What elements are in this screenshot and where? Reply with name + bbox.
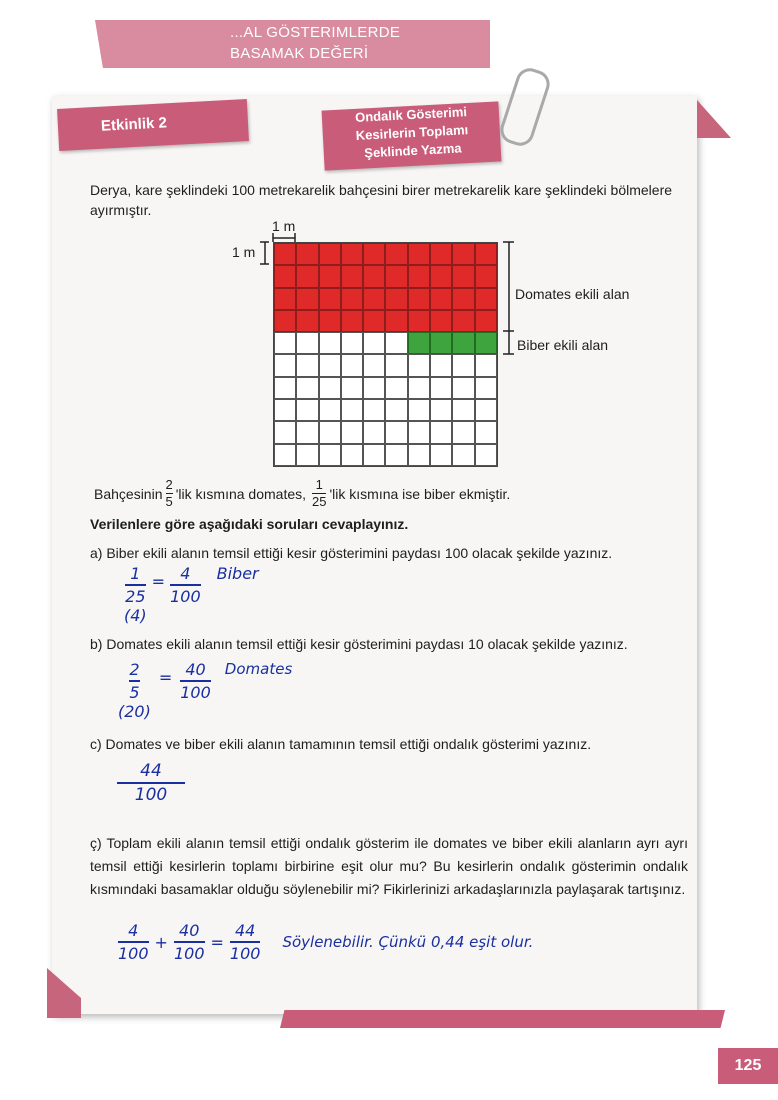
pepper-cell — [408, 332, 430, 354]
bottom-strip — [280, 1010, 725, 1028]
tomato-cell — [341, 265, 363, 287]
empty-cell — [430, 354, 452, 376]
empty-cell — [341, 399, 363, 421]
handwritten-multiplier: (4) — [124, 606, 147, 625]
empty-cell — [385, 399, 407, 421]
statement-text: Bahçesinin — [94, 485, 163, 502]
empty-cell — [385, 421, 407, 443]
tomato-cell — [475, 265, 497, 287]
empty-cell — [385, 444, 407, 466]
handwritten-equals: = — [210, 932, 224, 952]
empty-cell — [274, 377, 296, 399]
tomato-cell — [363, 310, 385, 332]
tomato-cell — [363, 243, 385, 265]
empty-cell — [274, 354, 296, 376]
question-cc: ç) Toplam ekili alanın temsil ettiği ondalık gösterim ile domates ve biber ekili alanların ayrı ayrı temsil ettiği kesirlerin toplamı birbirine eşit olur mu? Bu kesirlerin ondalık gösterimin ondalık kısmındaki basamaklar olduğu söylenebilir mi? Fikirlerinizi arkadaşlarınızla paylaşarak tartışınız. — [90, 835, 688, 897]
handwritten-number: 44 — [235, 921, 256, 940]
tomato-cell — [452, 288, 474, 310]
empty-cell — [452, 399, 474, 421]
chapter-title-line2: BASAMAK DEĞERİ — [230, 45, 369, 62]
handwritten-number: 100 — [173, 944, 205, 963]
handwritten-number: 100 — [134, 785, 168, 805]
empty-cell — [341, 377, 363, 399]
empty-cell — [363, 421, 385, 443]
handwritten-number: 4 — [128, 921, 139, 940]
statement-text: 'lik kısmına ise biber ekmiştir. — [329, 485, 511, 502]
empty-cell — [319, 354, 341, 376]
handwritten-plus: + — [154, 932, 168, 952]
empty-cell — [274, 444, 296, 466]
handwritten-number: 5 — [129, 683, 140, 702]
tomato-cell — [296, 243, 318, 265]
handwritten-number: 100 — [229, 944, 261, 963]
empty-cell — [452, 377, 474, 399]
tomato-cell — [475, 310, 497, 332]
tomato-cell — [430, 310, 452, 332]
empty-cell — [408, 399, 430, 421]
tomato-cell — [296, 310, 318, 332]
empty-cell — [408, 444, 430, 466]
tomato-cell — [452, 310, 474, 332]
pepper-fraction — [312, 478, 326, 509]
activity-title-line: Kesirlerin Toplamı — [355, 122, 469, 143]
left-dimension-marker — [260, 241, 270, 267]
handwritten-word: Biber — [216, 564, 259, 583]
tomato-cell — [319, 243, 341, 265]
handwritten-number: 44 — [140, 761, 162, 781]
tomato-cell — [385, 265, 407, 287]
empty-cell — [274, 399, 296, 421]
handwritten-comment: Söylenebilir. Çünkü 0,44 eşit olur. — [282, 933, 534, 951]
empty-cell — [452, 421, 474, 443]
empty-cell — [296, 444, 318, 466]
tomato-cell — [452, 243, 474, 265]
empty-cell — [319, 399, 341, 421]
handwritten-word: Domates — [224, 660, 293, 678]
answer-cc — [118, 921, 533, 963]
tomato-cell — [430, 288, 452, 310]
garden-grid — [273, 242, 498, 467]
chapter-title — [230, 22, 400, 64]
empty-cell — [319, 332, 341, 354]
range-brackets — [503, 241, 515, 357]
handwritten-multiplier: (20) — [118, 702, 151, 721]
tomato-cell — [408, 243, 430, 265]
activity-title-line: Ondalık Gösterimi — [354, 104, 468, 125]
empty-cell — [430, 444, 452, 466]
tomato-cell — [430, 265, 452, 287]
question-a: a) Biber ekili alanın temsil ettiği kesir gösterimini paydası 100 olacak şekilde yazınız. — [90, 545, 613, 561]
empty-cell — [363, 332, 385, 354]
tomato-cell — [363, 265, 385, 287]
empty-cell — [319, 421, 341, 443]
fraction-denominator: 25 — [312, 494, 327, 509]
tomato-fraction — [166, 478, 173, 509]
fraction-numerator: 1 — [315, 477, 323, 492]
pepper-cell — [452, 332, 474, 354]
pepper-cell — [475, 332, 497, 354]
tomato-cell — [296, 265, 318, 287]
empty-cell — [452, 354, 474, 376]
handwritten-number: 2 — [129, 660, 140, 679]
fraction-numerator: 2 — [165, 477, 173, 492]
tomato-cell — [319, 288, 341, 310]
tomato-cell — [385, 310, 407, 332]
intro-text: Derya, kare şeklindeki 100 metrekarelik bahçesini birer metrekarelik kare şeklindeki bölmelere ayırmıştır. — [90, 182, 673, 218]
top-dimension-label: 1 m — [272, 218, 296, 234]
instruction: Verilenlere göre aşağıdaki soruları cevaplayınız. — [90, 516, 409, 532]
fraction-denominator: 5 — [165, 494, 173, 509]
handwritten-equals: = — [158, 668, 173, 687]
empty-cell — [475, 444, 497, 466]
tomato-cell — [341, 243, 363, 265]
handwritten-equals: = — [151, 572, 166, 591]
tomato-cell — [296, 288, 318, 310]
tomato-cell — [274, 310, 296, 332]
tomato-cell — [430, 243, 452, 265]
empty-cell — [475, 399, 497, 421]
empty-cell — [385, 354, 407, 376]
tomato-cell — [274, 243, 296, 265]
empty-cell — [475, 421, 497, 443]
empty-cell — [319, 444, 341, 466]
empty-cell — [296, 354, 318, 376]
empty-cell — [296, 399, 318, 421]
tomato-cell — [385, 288, 407, 310]
empty-cell — [363, 354, 385, 376]
empty-cell — [475, 354, 497, 376]
tomato-area-label: Domates ekili alan — [515, 286, 630, 302]
activity-label: Etkinlik 2 — [100, 114, 168, 135]
tomato-cell — [341, 310, 363, 332]
tomato-cell — [475, 288, 497, 310]
tomato-cell — [274, 265, 296, 287]
empty-cell — [408, 354, 430, 376]
empty-cell — [408, 421, 430, 443]
tomato-cell — [274, 288, 296, 310]
left-dimension-label: 1 m — [232, 244, 256, 260]
empty-cell — [296, 377, 318, 399]
empty-cell — [363, 377, 385, 399]
statement-text: 'lik kısmına domates, — [175, 485, 307, 502]
handwritten-number: 100 — [118, 944, 149, 963]
tomato-cell — [341, 288, 363, 310]
corner-decoration — [697, 100, 731, 138]
handwritten-number: 40 — [185, 660, 206, 679]
chapter-title-line1: ...AL GÖSTERIMLERDE — [230, 24, 401, 41]
question-b: b) Domates ekili alanın temsil ettiği kesir gösterimini paydası 10 olacak şekilde yazınız. — [90, 636, 628, 652]
empty-cell — [452, 444, 474, 466]
tomato-cell — [319, 265, 341, 287]
empty-cell — [408, 377, 430, 399]
tomato-cell — [452, 265, 474, 287]
handwritten-number: 100 — [170, 587, 201, 606]
answer-a — [124, 564, 259, 625]
empty-cell — [296, 421, 318, 443]
empty-cell — [363, 399, 385, 421]
handwritten-number: 100 — [180, 683, 211, 702]
pepper-area-label: Biber ekili alan — [517, 337, 609, 353]
pepper-cell — [430, 332, 452, 354]
empty-cell — [341, 444, 363, 466]
activity-title — [331, 102, 494, 164]
empty-cell — [274, 332, 296, 354]
empty-cell — [319, 377, 341, 399]
empty-cell — [341, 332, 363, 354]
tomato-cell — [363, 288, 385, 310]
handwritten-number: 4 — [180, 564, 191, 583]
empty-cell — [385, 377, 407, 399]
page-number: 125 — [718, 1048, 778, 1084]
tomato-cell — [475, 243, 497, 265]
empty-cell — [341, 354, 363, 376]
empty-cell — [296, 332, 318, 354]
question-c: c) Domates ve biber ekili alanın tamamının temsil ettiği ondalık gösterimi yazınız. — [90, 736, 592, 752]
empty-cell — [430, 421, 452, 443]
handwritten-number: 1 — [130, 564, 141, 583]
answer-c — [117, 761, 185, 805]
empty-cell — [363, 444, 385, 466]
empty-cell — [430, 399, 452, 421]
empty-cell — [430, 377, 452, 399]
tomato-cell — [408, 288, 430, 310]
statement — [94, 478, 510, 509]
tomato-cell — [385, 243, 407, 265]
handwritten-number: 40 — [179, 921, 200, 940]
empty-cell — [341, 421, 363, 443]
empty-cell — [385, 332, 407, 354]
tomato-cell — [408, 265, 430, 287]
answer-b — [118, 660, 292, 721]
tomato-cell — [408, 310, 430, 332]
tomato-cell — [319, 310, 341, 332]
empty-cell — [475, 377, 497, 399]
handwritten-number: 25 — [125, 587, 146, 606]
activity-title-line: Şeklinde Yazma — [363, 140, 462, 161]
empty-cell — [274, 421, 296, 443]
